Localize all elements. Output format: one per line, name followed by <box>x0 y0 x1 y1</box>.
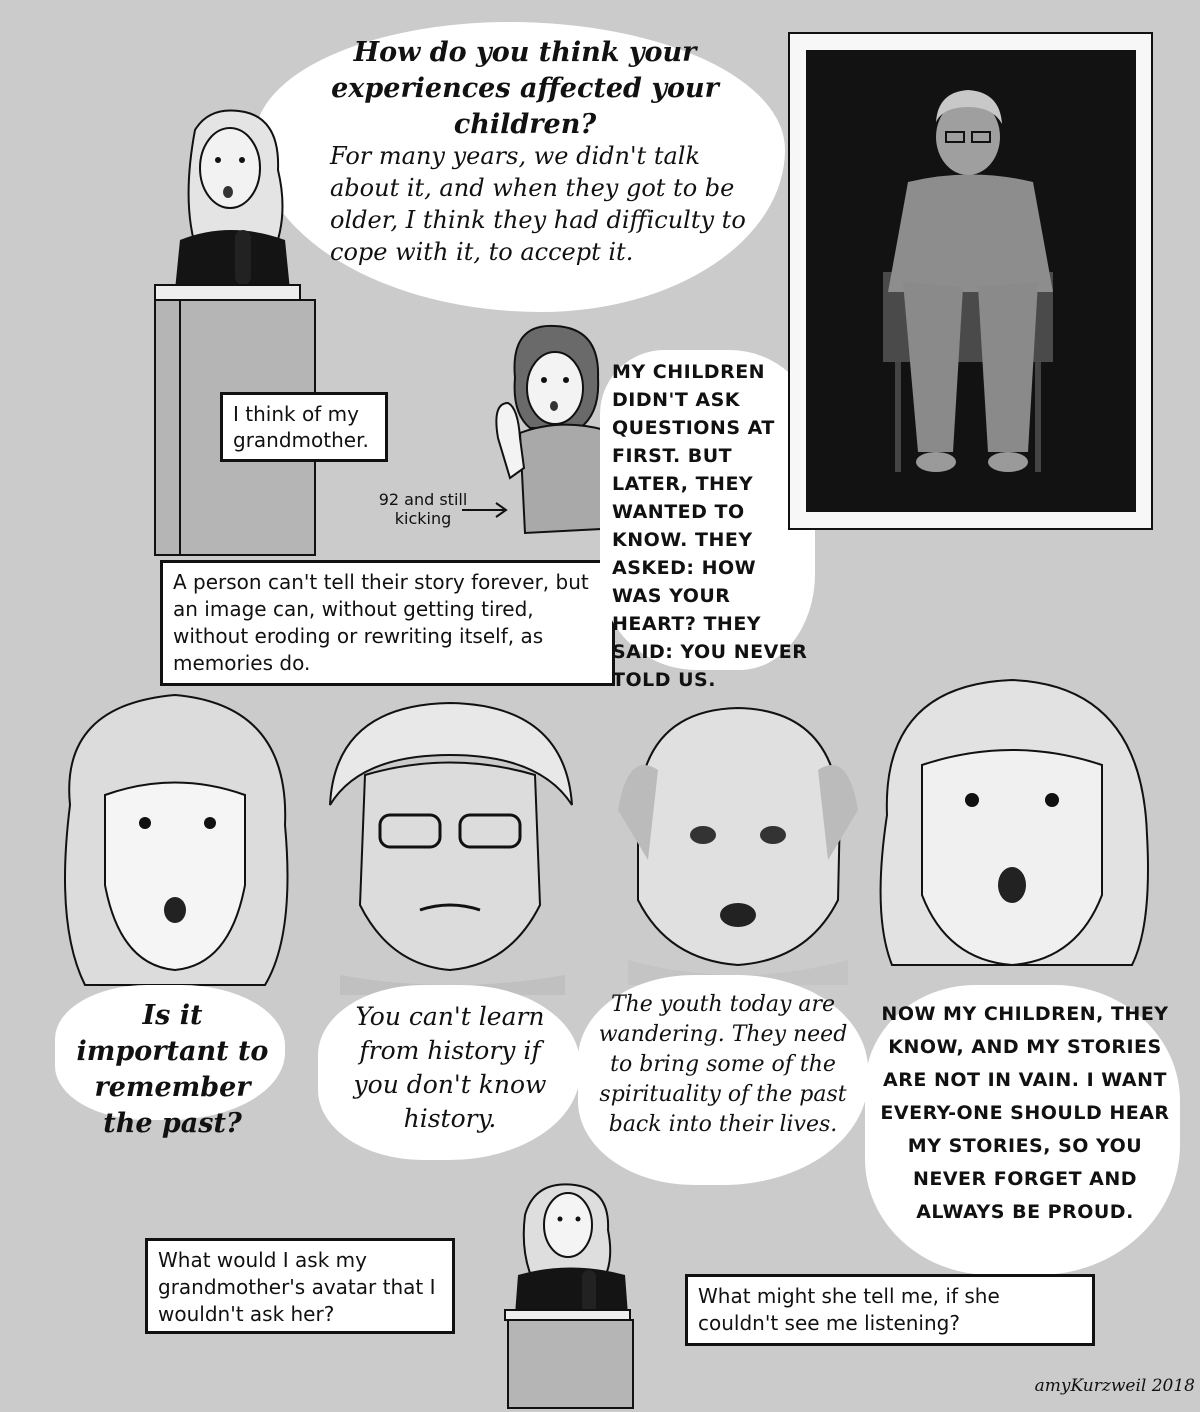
grandmother-speech: MY CHILDREN DIDN'T ASK QUESTIONS AT FIRST. BUT LATER, THEY WANTED TO KNOW. THEY ASKED: HOW WAS YOUR HEART? THEY SAID: YOU NEVER TOLD US. <box>612 361 808 691</box>
interviewer-at-podium-figure <box>150 100 330 560</box>
arrow-right-icon <box>460 500 510 520</box>
caption-image-forever: A person can't tell their story forever, but an image can, without getting tired, without eroding or rewriting itself, as memories do. <box>160 560 615 686</box>
arrow-note: 92 and still kicking <box>378 490 468 528</box>
face-young-woman <box>40 685 310 1005</box>
face-grandmother <box>862 675 1162 995</box>
avatar-portrait-frame <box>788 32 1153 530</box>
interviewer-question: How do you think your experiences affected your children? <box>331 37 719 140</box>
avatar-answer: For many years, we didn't talk about it, and when they got to be older, I think they had difficulty to cope with it, to accept it. <box>330 142 746 266</box>
caption-grandmother: I think of my grandmother. <box>220 392 388 462</box>
caption-avatar-question: What would I ask my grandmother's avatar that I wouldn't ask her? <box>145 1238 455 1334</box>
face1-speech: Is it important to remember the past? <box>76 1000 269 1139</box>
face-woman-glasses <box>310 695 590 1005</box>
face3-speech: The youth today are wandering. They need to bring some of the spirituality of the past back into their lives. <box>598 992 848 1137</box>
face-older-man <box>608 690 868 990</box>
face2-speech: You can't learn from history if you don't know history. <box>353 1002 547 1133</box>
artist-signature: amyKurzweil 2018 <box>1034 1376 1195 1396</box>
caption-listening: What might she tell me, if she couldn't see me listening? <box>685 1274 1095 1346</box>
face4-speech: NOW MY CHILDREN, THEY KNOW, AND MY STORIES ARE NOT IN VAIN. I WANT EVERY-ONE SHOULD HEAR MY STORIES, SO YOU NEVER FORGET AND ALWAYS BE PROUD. <box>880 1003 1170 1223</box>
interviewer-bottom-figure <box>500 1175 650 1410</box>
